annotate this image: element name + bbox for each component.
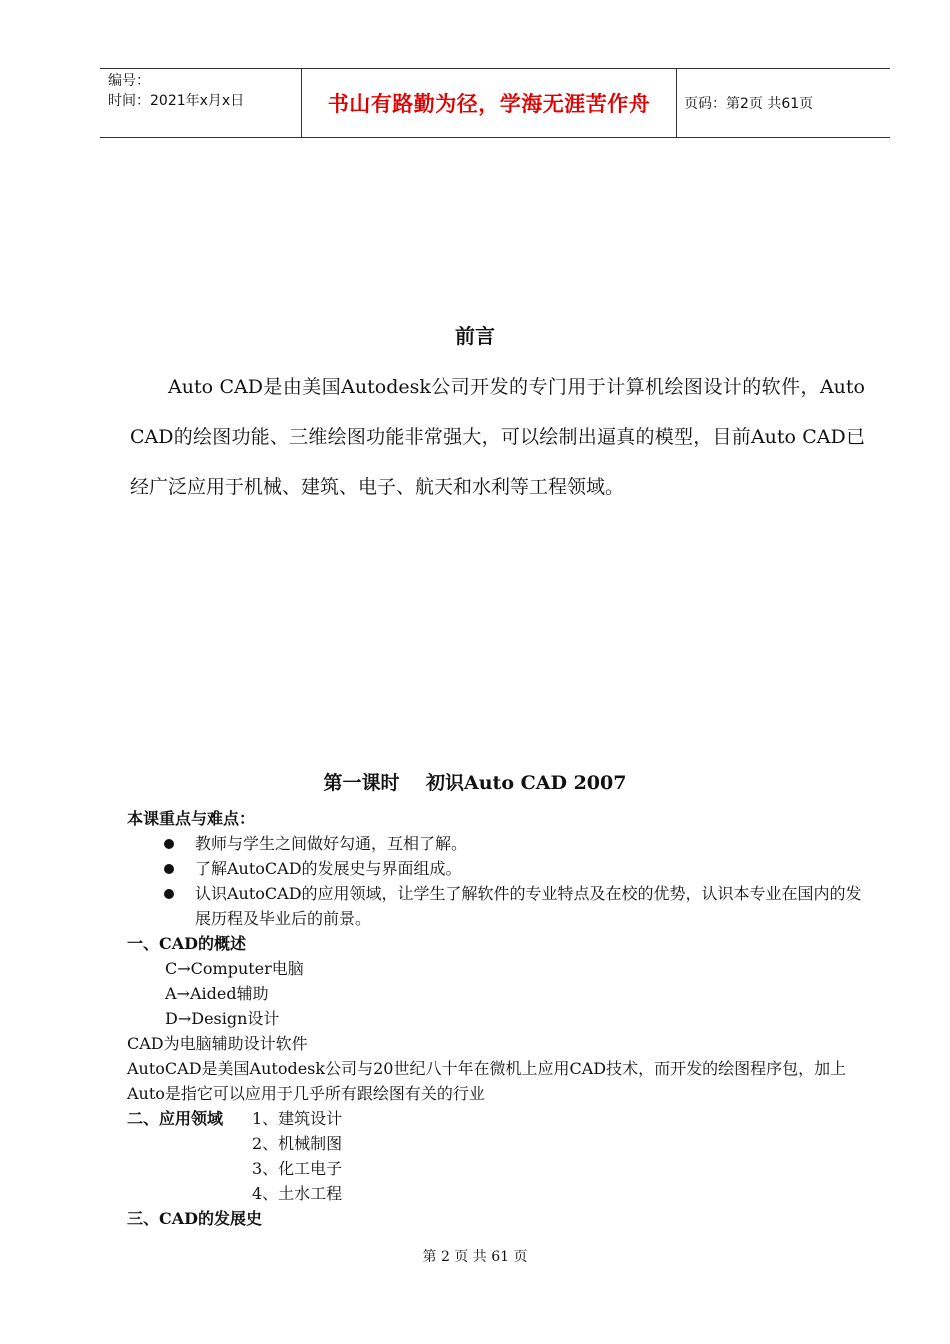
section3-heading: 三、CAD的发展史 — [127, 1209, 263, 1228]
bullet-icon — [164, 839, 174, 849]
page-header — [100, 68, 890, 138]
cad-definition: CAD为电脑辅助设计软件 — [127, 1034, 308, 1053]
cad-explanation: AutoCAD是美国Autodesk公司与20世纪八十年在微机上应用CAD技术，而开发的绘图程序包，加上Auto是指它可以应用于几乎所有跟绘图有关的行业 — [127, 1059, 847, 1103]
list-item: 教师与学生之间做好勾通，互相了解。 — [160, 831, 865, 856]
key-points-list — [160, 831, 865, 931]
header-page-info: 页码：第2页 共61页 — [684, 96, 814, 112]
bullet-icon — [164, 889, 174, 899]
header-number: 编号： — [108, 73, 150, 89]
preface-text: Auto CAD是由美国Autodesk公司开发的专门用于计算机绘图设计的软件，Auto CAD的绘图功能、三维绘图功能非常强大，可以绘制出逼真的模型，目前Auto CAD已经广泛应用于机械、建筑、电子、航天和水利等工程领域。 — [130, 376, 865, 498]
lesson-title: 第一课时 初识Auto CAD 2007 — [323, 772, 627, 794]
field-item: 4、土水工程 — [252, 1184, 343, 1203]
abbr-line: D→Design设计 — [165, 1009, 280, 1028]
list-item: 认识AutoCAD的应用领域，让学生了解软件的专业特点及在校的优势，认识本专业在国内的发展历程及毕业后的前景。 — [160, 881, 865, 931]
bullet-icon — [164, 864, 174, 874]
preface-paragraph — [130, 362, 865, 512]
list-item: 了解AutoCAD的发展史与界面组成。 — [160, 856, 865, 881]
section2-heading: 二、应用领域 — [127, 1109, 224, 1128]
header-time: 时间：2021年x月x日 — [108, 93, 245, 109]
header-meta — [108, 71, 300, 111]
preface-title: 前言 — [455, 324, 495, 348]
abbr-line: A→Aided辅助 — [165, 984, 269, 1003]
field-item: 1、建筑设计 — [252, 1109, 343, 1128]
section1-heading: 一、CAD的概述 — [127, 934, 247, 953]
header-motto: 书山有路勤为径，学海无涯苦作舟 — [327, 92, 651, 116]
field-item: 2、机械制图 — [252, 1134, 343, 1153]
page-footer: 第 2 页 共 61 页 — [422, 1249, 528, 1265]
header-divider — [676, 69, 677, 137]
abbr-line: C→Computer电脑 — [165, 959, 304, 978]
field-item: 3、化工电子 — [252, 1159, 343, 1178]
key-points-heading: 本课重点与难点： — [127, 809, 256, 828]
